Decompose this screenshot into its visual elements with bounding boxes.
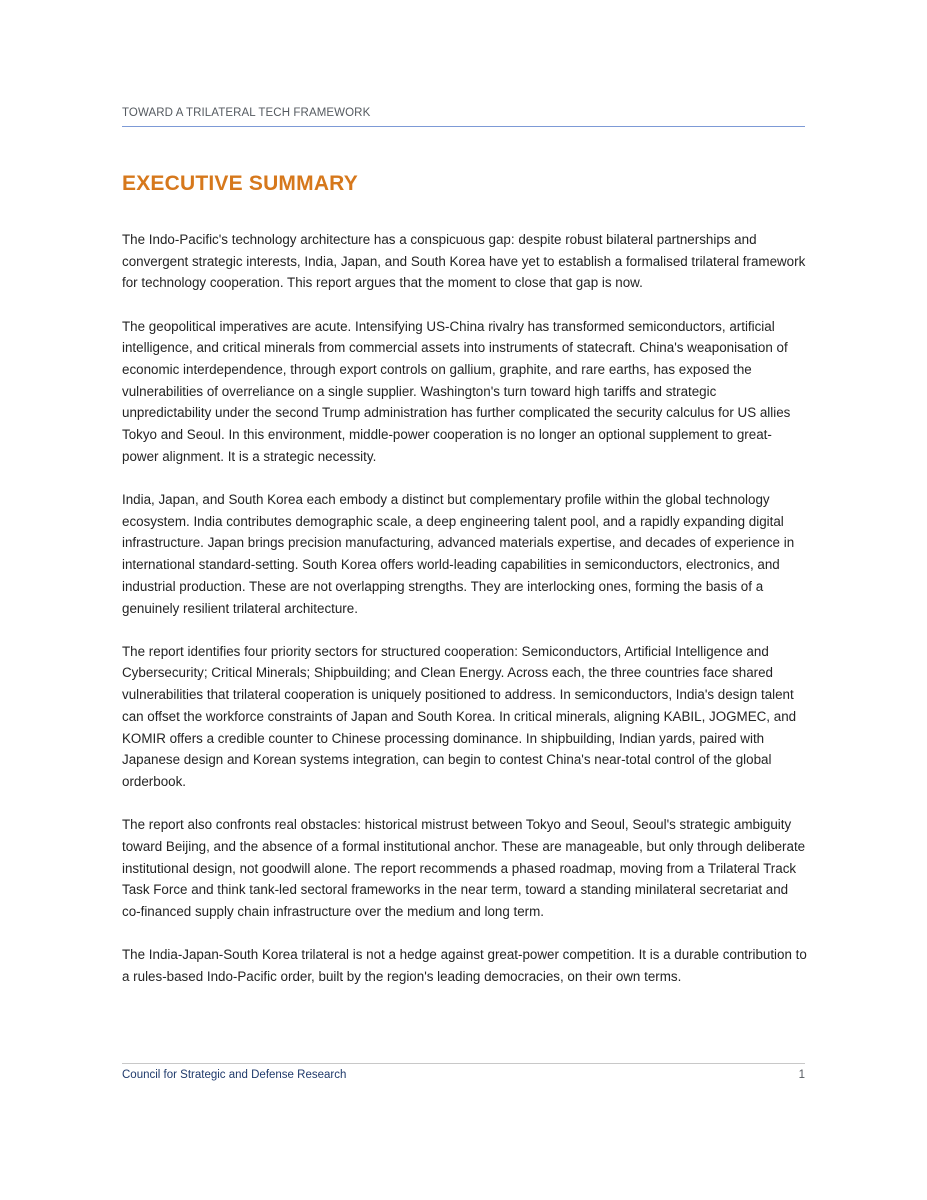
footer-organization: Council for Strategic and Defense Research xyxy=(122,1069,347,1081)
running-header: TOWARD A TRILATERAL TECH FRAMEWORK xyxy=(122,107,371,119)
paragraph-1: The Indo-Pacific's technology architecture has a conspicuous gap: despite robust bilateral partnerships and convergent strategic interests, India, Japan, and South Korea have yet to establish a formalised trilateral framework for technology cooperation. This report argues that the moment to close that gap is now. xyxy=(122,232,806,291)
paragraph-3: India, Japan, and South Korea each embody a distinct but complementary profile within the global technology ecosystem. India contributes demographic scale, a deep engineering talent pool, and a rapidly expanding digital infrastructure. Japan brings precision manufacturing, advanced materials expertise, and decades of experience in international standard-setting. South Korea offers world-leading capabilities in semiconductors, electronics, and industrial production. These are not overlapping strengths. They are interlocking ones, forming the basis of a genuinely resilient trilateral architecture. xyxy=(122,492,795,616)
section-title: EXECUTIVE SUMMARY xyxy=(122,172,358,195)
paragraph-2: The geopolitical imperatives are acute. Intensifying US-China rivalry has transformed semiconductors, artificial intelligence, and critical minerals from commercial assets into instruments of statecraft. China's weaponisation of economic interdependence, through export controls on gallium, graphite, and rare earths, has exposed the vulnerabilities of overreliance on a single supplier. Washington's turn toward high tariffs and strategic unpredictability under the second Trump administration has further complicated the security calculus for US allies Tokyo and Seoul. In this environment, middle-power cooperation is no longer an optional supplement to great-power alignment. It is a strategic necessity. xyxy=(122,318,791,464)
paragraph-5: The report also confronts real obstacles: historical mistrust between Tokyo and Seoul, Seoul's strategic ambiguity toward Beijing, and the absence of a formal institutional anchor. These are manageable, but only through deliberate institutional design, not goodwill alone. The report recommends a phased roadmap, moving from a Trilateral Track Task Force and think tank-led sectoral frameworks in the near term, toward a standing minilateral secretariat and co-financed supply chain infrastructure over the medium and long term. xyxy=(122,817,806,919)
footer-divider xyxy=(122,1063,805,1064)
body-text xyxy=(122,229,807,1009)
page-number: 1 xyxy=(798,1069,805,1081)
header-divider xyxy=(122,126,805,127)
paragraph-4: The report identifies four priority sectors for structured cooperation: Semiconductors, Artificial Intelligence and Cybersecurity; Critical Minerals; Shipbuilding; and Clean Energy. Across each, the three countries face shared vulnerabilities that trilateral cooperation is uniquely positioned to address. In semiconductors, India's design talent can offset the workforce constraints of Japan and South Korea. In critical minerals, aligning KABIL, JOGMEC, and KOMIR offers a credible counter to Chinese processing dominance. In shipbuilding, Indian yards, paired with Japanese design and Korean systems integration, can begin to contest China's near-total control of the global orderbook. xyxy=(122,643,797,789)
paragraph-6: The India-Japan-South Korea trilateral is not a hedge against great-power competition. It is a durable contribution to a rules-based Indo-Pacific order, built by the region's leading democracies, on their own terms. xyxy=(122,947,807,984)
